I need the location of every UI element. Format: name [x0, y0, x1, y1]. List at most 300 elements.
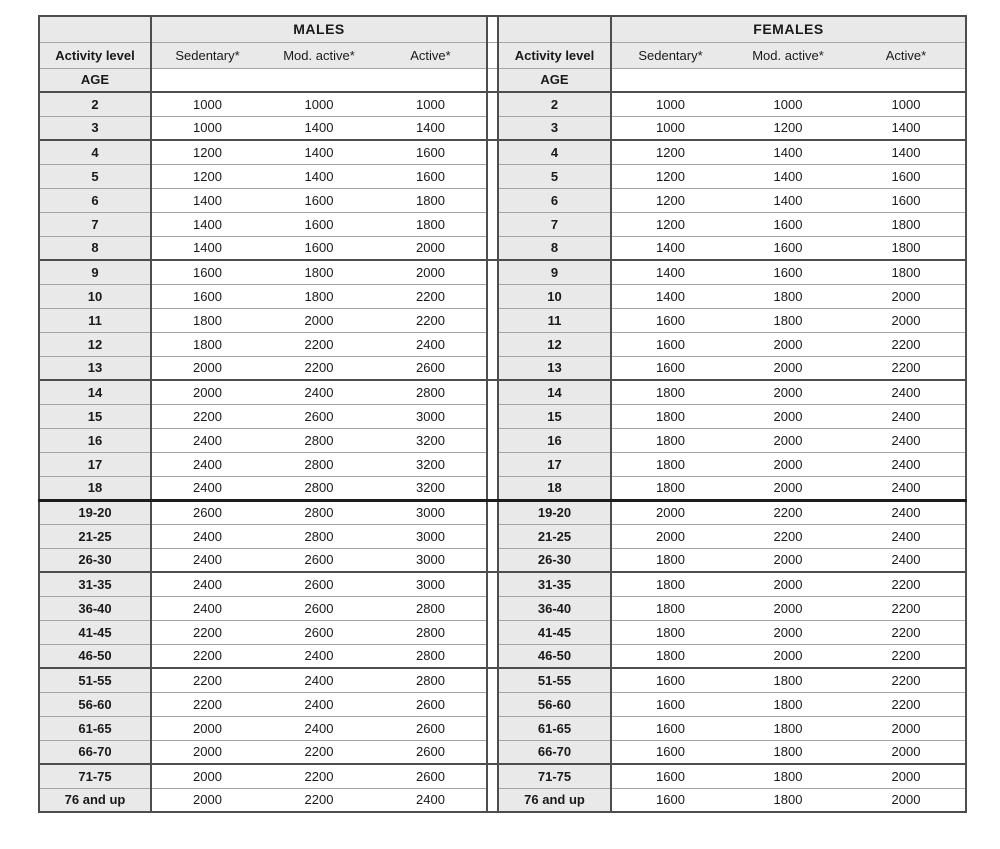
females-age-cell: 5 — [498, 164, 611, 188]
males-sedentary-value: 2000 — [151, 740, 263, 764]
females-sedentary-value: 1600 — [611, 740, 729, 764]
table-gap — [487, 140, 498, 164]
table-row — [39, 356, 966, 380]
females-age-cell: 9 — [498, 260, 611, 284]
table-gap — [487, 668, 498, 692]
females-sedentary-value: 1400 — [611, 284, 729, 308]
males-mod-active-value: 2400 — [263, 716, 375, 740]
table-row — [39, 692, 966, 716]
females-active-value: 2200 — [847, 332, 966, 356]
females-sedentary-value: 1800 — [611, 428, 729, 452]
females-age-cell: 12 — [498, 332, 611, 356]
females-active-value: 2200 — [847, 596, 966, 620]
table-gap — [487, 764, 498, 788]
males-age-cell: 5 — [39, 164, 151, 188]
males-mod-active-value: 1000 — [263, 92, 375, 116]
females-sedentary-value: 2000 — [611, 500, 729, 524]
table-row — [39, 116, 966, 140]
females-age-cell: 21-25 — [498, 524, 611, 548]
females-mod-active-value: 2000 — [729, 332, 847, 356]
females-mod-active-value: 1800 — [729, 668, 847, 692]
females-age-cell: 46-50 — [498, 644, 611, 668]
males-active-value: 2400 — [375, 788, 487, 812]
females-sedentary-value: 1200 — [611, 188, 729, 212]
table-row — [39, 572, 966, 596]
males-active-value: 2800 — [375, 596, 487, 620]
females-age-cell: 31-35 — [498, 572, 611, 596]
males-mod-active-value: 2600 — [263, 620, 375, 644]
females-age-cell: 15 — [498, 404, 611, 428]
males-sedentary-value: 2000 — [151, 764, 263, 788]
females-active-value: 2400 — [847, 548, 966, 572]
females-age-cell: 2 — [498, 92, 611, 116]
females-sedentary-value: 1800 — [611, 476, 729, 500]
table-row — [39, 284, 966, 308]
activity-level-header-males: Activity level — [39, 42, 151, 68]
females-section-header: FEMALES — [611, 16, 966, 42]
females-active-value: 2400 — [847, 428, 966, 452]
females-sedentary-value: 1800 — [611, 596, 729, 620]
females-age-cell: 18 — [498, 476, 611, 500]
females-mod-active-value: 1400 — [729, 164, 847, 188]
males-age-row-blank — [151, 68, 487, 92]
females-sedentary-value: 1600 — [611, 692, 729, 716]
females-mod-active-value: 1400 — [729, 188, 847, 212]
males-age-cell: 8 — [39, 236, 151, 260]
females-active-value: 1400 — [847, 116, 966, 140]
males-age-cell: 11 — [39, 308, 151, 332]
males-mod-active-value: 1800 — [263, 284, 375, 308]
females-age-cell: 26-30 — [498, 548, 611, 572]
females-active-value: 2200 — [847, 620, 966, 644]
females-age-cell: 11 — [498, 308, 611, 332]
males-sedentary-value: 1200 — [151, 140, 263, 164]
females-sedentary-value: 1800 — [611, 548, 729, 572]
females-sedentary-value: 1600 — [611, 788, 729, 812]
males-sedentary-value: 1000 — [151, 92, 263, 116]
males-age-cell: 7 — [39, 212, 151, 236]
males-corner-cell — [39, 16, 151, 42]
females-age-cell: 66-70 — [498, 740, 611, 764]
females-mod-active-value: 2000 — [729, 404, 847, 428]
males-mod-active-value: 1600 — [263, 236, 375, 260]
females-age-cell: 56-60 — [498, 692, 611, 716]
males-active-value: 1800 — [375, 212, 487, 236]
males-mod-active-value: 2200 — [263, 332, 375, 356]
males-active-value: 2400 — [375, 332, 487, 356]
females-active-value: 1800 — [847, 236, 966, 260]
females-age-cell: 76 and up — [498, 788, 611, 812]
males-age-cell: 17 — [39, 452, 151, 476]
table-gap — [487, 740, 498, 764]
males-active-value: 3200 — [375, 452, 487, 476]
males-active-value: 2600 — [375, 740, 487, 764]
table-gap — [487, 332, 498, 356]
males-mod-active-value: 2800 — [263, 428, 375, 452]
females-mod-active-value: 2200 — [729, 524, 847, 548]
females-mod-active-value: 1800 — [729, 740, 847, 764]
females-age-cell: 61-65 — [498, 716, 611, 740]
females-mod-active-value: 1800 — [729, 716, 847, 740]
table-gap — [487, 68, 498, 92]
females-sedentary-value: 1800 — [611, 620, 729, 644]
females-sedentary-value: 1400 — [611, 236, 729, 260]
males-sedentary-value: 1400 — [151, 188, 263, 212]
males-age-cell: 26-30 — [39, 548, 151, 572]
males-age-cell: 71-75 — [39, 764, 151, 788]
males-age-cell: 21-25 — [39, 524, 151, 548]
table-row — [39, 524, 966, 548]
females-age-cell: 51-55 — [498, 668, 611, 692]
males-active-value: 3000 — [375, 572, 487, 596]
females-mod-active-value: 2000 — [729, 356, 847, 380]
females-mod-active-value: 1800 — [729, 764, 847, 788]
males-sedentary-value: 2400 — [151, 548, 263, 572]
females-mod-active-value: 2200 — [729, 500, 847, 524]
males-active-value: 2200 — [375, 308, 487, 332]
table-gap — [487, 692, 498, 716]
table-gap — [487, 572, 498, 596]
males-sedentary-value: 1600 — [151, 260, 263, 284]
males-active-value: 2600 — [375, 764, 487, 788]
females-age-cell: 7 — [498, 212, 611, 236]
table-gap — [487, 620, 498, 644]
females-active-value: 2000 — [847, 788, 966, 812]
males-mod-active-value: 2200 — [263, 740, 375, 764]
table-gap — [487, 644, 498, 668]
table-gap — [487, 548, 498, 572]
males-mod-active-value: 2600 — [263, 596, 375, 620]
females-active-value: 1000 — [847, 92, 966, 116]
females-age-cell: 13 — [498, 356, 611, 380]
table-row — [39, 236, 966, 260]
table-gap — [487, 284, 498, 308]
females-active-value: 2000 — [847, 740, 966, 764]
males-mod-active-value: 2800 — [263, 476, 375, 500]
females-sedentary-value: 2000 — [611, 524, 729, 548]
males-age-cell: 31-35 — [39, 572, 151, 596]
column-header-row — [39, 42, 966, 68]
females-mod-active-value: 2000 — [729, 452, 847, 476]
males-active-value: 2200 — [375, 284, 487, 308]
females-sedentary-header: Sedentary* — [611, 42, 729, 68]
table-body — [39, 92, 966, 812]
age-label-row — [39, 68, 966, 92]
table-gap — [487, 16, 498, 42]
females-age-cell: 71-75 — [498, 764, 611, 788]
males-section-header: MALES — [151, 16, 487, 42]
females-sedentary-value: 1600 — [611, 308, 729, 332]
males-sedentary-value: 1800 — [151, 332, 263, 356]
females-active-value: 1800 — [847, 260, 966, 284]
table-gap — [487, 116, 498, 140]
males-sedentary-value: 2200 — [151, 620, 263, 644]
females-mod-active-value: 2000 — [729, 380, 847, 404]
table-row — [39, 764, 966, 788]
males-active-value: 2800 — [375, 380, 487, 404]
males-active-header: Active* — [375, 42, 487, 68]
males-sedentary-value: 2000 — [151, 716, 263, 740]
females-mod-active-value: 2000 — [729, 572, 847, 596]
females-active-value: 2200 — [847, 572, 966, 596]
males-mod-active-value: 2200 — [263, 788, 375, 812]
males-active-value: 2800 — [375, 668, 487, 692]
males-sedentary-value: 2200 — [151, 692, 263, 716]
males-sedentary-value: 2600 — [151, 500, 263, 524]
table-row — [39, 92, 966, 116]
table-row — [39, 476, 966, 500]
females-mod-active-value: 1600 — [729, 212, 847, 236]
females-sedentary-value: 1000 — [611, 92, 729, 116]
table-gap — [487, 788, 498, 812]
males-age-cell: 12 — [39, 332, 151, 356]
table-row — [39, 716, 966, 740]
males-age-cell: 10 — [39, 284, 151, 308]
males-mod-active-value: 2200 — [263, 356, 375, 380]
males-active-value: 3200 — [375, 428, 487, 452]
activity-level-header-females: Activity level — [498, 42, 611, 68]
males-age-cell: 41-45 — [39, 620, 151, 644]
males-age-cell: 46-50 — [39, 644, 151, 668]
females-active-value: 1400 — [847, 140, 966, 164]
males-active-value: 3000 — [375, 500, 487, 524]
table-row — [39, 164, 966, 188]
table-gap — [487, 404, 498, 428]
females-sedentary-value: 1200 — [611, 140, 729, 164]
table-row — [39, 428, 966, 452]
males-active-value: 1600 — [375, 164, 487, 188]
males-age-cell: 56-60 — [39, 692, 151, 716]
males-age-label: AGE — [39, 68, 151, 92]
males-age-cell: 3 — [39, 116, 151, 140]
table-row — [39, 260, 966, 284]
females-mod-active-value: 1000 — [729, 92, 847, 116]
males-mod-active-value: 2400 — [263, 692, 375, 716]
males-age-cell: 4 — [39, 140, 151, 164]
table-row — [39, 788, 966, 812]
males-sedentary-value: 2400 — [151, 596, 263, 620]
table-gap — [487, 716, 498, 740]
females-mod-active-value: 2000 — [729, 428, 847, 452]
males-sedentary-value: 2400 — [151, 524, 263, 548]
males-age-cell: 66-70 — [39, 740, 151, 764]
females-age-row-blank — [611, 68, 966, 92]
males-age-cell: 18 — [39, 476, 151, 500]
table-row — [39, 140, 966, 164]
table-gap — [487, 92, 498, 116]
females-age-cell: 10 — [498, 284, 611, 308]
females-sedentary-value: 1600 — [611, 356, 729, 380]
males-mod-active-value: 2600 — [263, 548, 375, 572]
females-sedentary-value: 1600 — [611, 716, 729, 740]
females-age-cell: 6 — [498, 188, 611, 212]
table-row — [39, 596, 966, 620]
females-mod-active-value: 2000 — [729, 620, 847, 644]
females-age-cell: 14 — [498, 380, 611, 404]
males-sedentary-value: 2200 — [151, 668, 263, 692]
table-gap — [487, 452, 498, 476]
females-mod-active-value: 1600 — [729, 236, 847, 260]
males-active-value: 1000 — [375, 92, 487, 116]
males-mod-active-value: 1600 — [263, 188, 375, 212]
males-sedentary-value: 2200 — [151, 404, 263, 428]
females-mod-active-value: 1600 — [729, 260, 847, 284]
females-sedentary-value: 1800 — [611, 380, 729, 404]
table-row — [39, 668, 966, 692]
table-gap — [487, 596, 498, 620]
females-sedentary-value: 1800 — [611, 452, 729, 476]
males-sedentary-value: 2400 — [151, 572, 263, 596]
females-active-value: 2000 — [847, 764, 966, 788]
table-gap — [487, 356, 498, 380]
table-gap — [487, 188, 498, 212]
females-mod-active-value: 2000 — [729, 548, 847, 572]
females-mod-active-value: 1800 — [729, 692, 847, 716]
males-age-cell: 76 and up — [39, 788, 151, 812]
females-age-cell: 4 — [498, 140, 611, 164]
males-active-value: 2600 — [375, 356, 487, 380]
table-gap — [487, 500, 498, 524]
males-mod-active-value: 2400 — [263, 668, 375, 692]
males-active-value: 2000 — [375, 236, 487, 260]
males-active-value: 2600 — [375, 716, 487, 740]
females-sedentary-value: 1800 — [611, 644, 729, 668]
table-gap — [487, 524, 498, 548]
males-sedentary-value: 1400 — [151, 236, 263, 260]
females-age-label: AGE — [498, 68, 611, 92]
males-mod-active-value: 1400 — [263, 140, 375, 164]
table-gap — [487, 164, 498, 188]
males-age-cell: 61-65 — [39, 716, 151, 740]
males-active-value: 3200 — [375, 476, 487, 500]
males-mod-active-value: 1400 — [263, 164, 375, 188]
males-age-cell: 51-55 — [39, 668, 151, 692]
males-age-cell: 19-20 — [39, 500, 151, 524]
males-mod-active-value: 2000 — [263, 308, 375, 332]
females-active-header: Active* — [847, 42, 966, 68]
females-mod-active-value: 2000 — [729, 596, 847, 620]
males-active-value: 2800 — [375, 620, 487, 644]
males-age-cell: 36-40 — [39, 596, 151, 620]
females-mod-active-value: 1800 — [729, 788, 847, 812]
females-active-value: 2400 — [847, 524, 966, 548]
females-sedentary-value: 1600 — [611, 668, 729, 692]
males-mod-active-value: 2400 — [263, 644, 375, 668]
calorie-needs-table — [38, 15, 967, 813]
table-row — [39, 308, 966, 332]
males-sedentary-value: 1600 — [151, 284, 263, 308]
males-sedentary-value: 2400 — [151, 476, 263, 500]
table-row — [39, 452, 966, 476]
males-age-cell: 9 — [39, 260, 151, 284]
females-active-value: 1800 — [847, 212, 966, 236]
females-active-value: 2200 — [847, 692, 966, 716]
females-sedentary-value: 1200 — [611, 212, 729, 236]
females-age-cell: 17 — [498, 452, 611, 476]
table-gap — [487, 212, 498, 236]
males-mod-active-value: 2400 — [263, 380, 375, 404]
males-mod-active-value: 2600 — [263, 404, 375, 428]
males-sedentary-value: 1200 — [151, 164, 263, 188]
males-active-value: 2000 — [375, 260, 487, 284]
table-row — [39, 500, 966, 524]
table-row — [39, 380, 966, 404]
males-mod-active-header: Mod. active* — [263, 42, 375, 68]
table-row — [39, 404, 966, 428]
males-active-value: 3000 — [375, 404, 487, 428]
females-sedentary-value: 1200 — [611, 164, 729, 188]
females-active-value: 2400 — [847, 452, 966, 476]
table-gap — [487, 236, 498, 260]
females-active-value: 2400 — [847, 380, 966, 404]
females-active-value: 2000 — [847, 284, 966, 308]
females-mod-active-value: 1200 — [729, 116, 847, 140]
males-sedentary-value: 2200 — [151, 644, 263, 668]
males-active-value: 3000 — [375, 548, 487, 572]
females-sedentary-value: 1600 — [611, 332, 729, 356]
table-row — [39, 188, 966, 212]
females-active-value: 2400 — [847, 404, 966, 428]
males-active-value: 1600 — [375, 140, 487, 164]
table-row — [39, 740, 966, 764]
females-mod-active-header: Mod. active* — [729, 42, 847, 68]
females-active-value: 2400 — [847, 476, 966, 500]
females-sedentary-value: 1800 — [611, 404, 729, 428]
males-active-value: 3000 — [375, 524, 487, 548]
males-mod-active-value: 2200 — [263, 764, 375, 788]
males-mod-active-value: 2800 — [263, 524, 375, 548]
males-sedentary-value: 2000 — [151, 788, 263, 812]
females-age-cell: 19-20 — [498, 500, 611, 524]
males-sedentary-value: 2000 — [151, 356, 263, 380]
females-mod-active-value: 1800 — [729, 308, 847, 332]
females-active-value: 2000 — [847, 716, 966, 740]
females-sedentary-value: 1000 — [611, 116, 729, 140]
females-active-value: 2200 — [847, 644, 966, 668]
females-active-value: 1600 — [847, 188, 966, 212]
females-active-value: 2200 — [847, 668, 966, 692]
table-gap — [487, 260, 498, 284]
table-row — [39, 212, 966, 236]
males-age-cell: 16 — [39, 428, 151, 452]
females-corner-cell — [498, 16, 611, 42]
females-sedentary-value: 1800 — [611, 572, 729, 596]
males-sedentary-value: 1000 — [151, 116, 263, 140]
table-row — [39, 548, 966, 572]
males-mod-active-value: 2600 — [263, 572, 375, 596]
table-gap — [487, 308, 498, 332]
females-age-cell: 8 — [498, 236, 611, 260]
males-age-cell: 6 — [39, 188, 151, 212]
females-age-cell: 36-40 — [498, 596, 611, 620]
section-header-row — [39, 16, 966, 42]
males-mod-active-value: 1800 — [263, 260, 375, 284]
males-sedentary-value: 2000 — [151, 380, 263, 404]
males-active-value: 1800 — [375, 188, 487, 212]
females-sedentary-value: 1400 — [611, 260, 729, 284]
table-gap — [487, 380, 498, 404]
females-active-value: 1600 — [847, 164, 966, 188]
males-active-value: 2600 — [375, 692, 487, 716]
males-sedentary-value: 2400 — [151, 428, 263, 452]
males-active-value: 2800 — [375, 644, 487, 668]
females-mod-active-value: 1800 — [729, 284, 847, 308]
table-row — [39, 332, 966, 356]
males-sedentary-value: 1400 — [151, 212, 263, 236]
males-age-cell: 13 — [39, 356, 151, 380]
females-active-value: 2000 — [847, 308, 966, 332]
females-mod-active-value: 2000 — [729, 644, 847, 668]
